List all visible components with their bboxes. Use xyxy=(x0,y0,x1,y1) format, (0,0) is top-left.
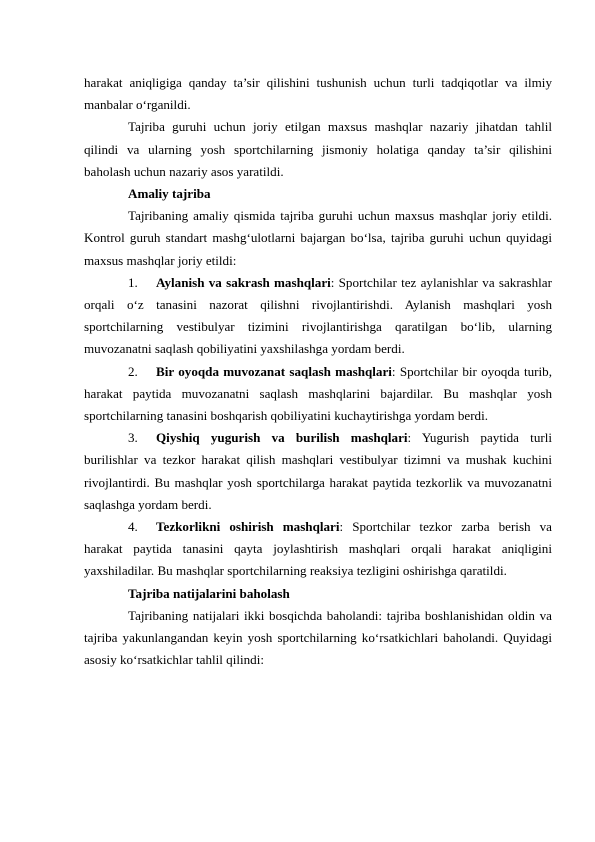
list-item-text: : Sportchilar tez aylanishlar va sakrashlar orqali o‘z tanasini nazorat qilishni rivojlantirishdi. Aylanish mashqlari yosh sportchilarning vestibulyar tizimini rivojlantirishga qaratilgan bo‘lib, ularning muvozanatni saqlash qobiliyatini yaxshilashga yordam berdi. xyxy=(84,274,552,357)
list-item xyxy=(84,361,552,428)
list-item-number: 2. xyxy=(128,363,138,379)
paragraph-intro-continuation: harakat aniqligiga qanday ta’sir qilishini tushunish uchun turli tadqiqotlar va ilmiy manbalar o‘rganildi. xyxy=(84,75,552,113)
list-item-title: Aylanish va sakrash mashqlari xyxy=(156,274,331,290)
list-item xyxy=(84,427,552,516)
list-item-number: 1. xyxy=(128,274,138,290)
section-heading-practical: Amaliy tajriba xyxy=(128,186,211,202)
paragraph-practical: Tajribaning amaliy qismida tajriba guruhi uchun maxsus mashqlar joriy etildi. Kontrol guruh standart mashg‘ulotlarni bajargan bo‘lsa, tajriba guruhi uchun quyidagi maxsus mashqlar joriy etildi: xyxy=(84,208,552,268)
list-item-text: : Sportchilar bir oyoqda turib, harakat paytida muvozanatni saqlash mashqlarini bajardilar. Bu mashqlar yosh sportchilarning tanasini boshqarish qobiliyatini kuchaytirishga yordam berdi. xyxy=(84,363,552,424)
list-item xyxy=(84,516,552,583)
section-heading-results: Tajriba natijalarini baholash xyxy=(128,585,290,601)
list-item xyxy=(84,272,552,361)
list-item-title: Bir oyoqda muvozanat saqlash mashqlari xyxy=(156,363,392,379)
document-page xyxy=(84,72,552,671)
paragraph-theory: Tajriba guruhi uchun joriy etilgan maxsus mashqlar nazariy jihatdan tahlil qilindi va ularning yosh sportchilarning jismoniy holatiga qanday ta’sir qilishini baholash uchun nazariy asos yaratildi. xyxy=(84,119,552,179)
list-item-title: Tezkorlikni oshirish mashqlari xyxy=(156,519,340,535)
paragraph-results: Tajribaning natijalari ikki bosqichda baholandi: tajriba boshlanishidan oldin va tajriba yakunlangandan keyin yosh sportchilarning ko‘rsatkichlari baholandi. Quyidagi asosiy ko‘rsatkichlar tahlil qilindi: xyxy=(84,607,552,668)
list-item-number: 4. xyxy=(128,519,138,535)
list-item-text: : Yugurish paytida turli burilishlar va tezkor harakat qilish mashqlari vestibulyar tizimni va mushak kuchini rivojlantirdi. Bu mashqlar yosh sportchilarga harakat paytida tezkorlik va muvozanatni saqlashga yordam berdi. xyxy=(84,430,552,512)
list-item-number: 3. xyxy=(128,430,138,446)
list-item-title: Qiyshiq yugurish va burilish mashqlari xyxy=(156,430,408,446)
list-item-text: : Sportchilar tezkor zarba berish va harakat paytida tanasini qayta joylashtirish mashqlari orqali harakat aniqligini yaxshiladilar. Bu mashqlar sportchilarning reaksiya tezligini oshirishga qaratildi. xyxy=(84,519,552,579)
